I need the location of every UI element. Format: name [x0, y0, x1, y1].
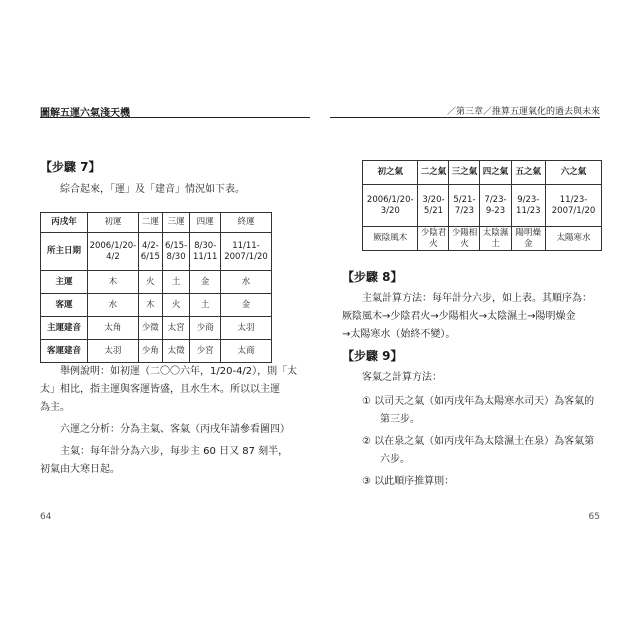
example-line-1: 舉例說明：如初運（二〇〇六年，1/20-4/2），則「太: [60, 366, 298, 377]
main-qi-line-2: 初氣由大寒日起。: [40, 464, 120, 475]
table-cell: 陽明燥金: [511, 227, 546, 251]
table-cell: 6/15-8/30: [162, 233, 190, 271]
table-cell: 終運: [221, 213, 272, 233]
table-cell: 11/23-2007/1/20: [546, 185, 602, 227]
table-cell: 3/20-5/21: [418, 185, 449, 227]
table-cell: 二運: [138, 213, 162, 233]
yun-table: [40, 212, 272, 363]
step9-item-3-line-1: ③ 以此順序推算則：: [362, 476, 455, 487]
left-running-header: 圖解五運六氣淺天機: [40, 108, 130, 119]
table-cell: 太陰濕土: [480, 227, 511, 251]
table-cell: 水: [88, 294, 139, 317]
left-page-number: 64: [40, 512, 52, 522]
table-cell: 火: [138, 271, 162, 294]
table-cell: 四運: [190, 213, 221, 233]
table-cell: 2006/1/20-4/2: [88, 233, 139, 271]
step9-item-1-line-2: 第三步。: [380, 414, 420, 425]
table-cell: 太角: [88, 317, 139, 340]
right-header-rule: [330, 117, 600, 118]
table-cell: 太羽: [221, 317, 272, 340]
step9-intro: 客氣之計算方法：: [362, 372, 442, 383]
table-cell: 太商: [221, 340, 272, 363]
table-cell: 5/21-7/23: [449, 185, 480, 227]
left-header-rule: [40, 117, 310, 118]
step8-line-2: 厥陰風木→少陰君火→少陽相火→太陰濕土→陽明燥金: [342, 311, 576, 322]
qi-table: [362, 160, 602, 251]
table-cell: 所主日期: [41, 233, 88, 271]
table-cell: 2006/1/20-3/20: [363, 185, 418, 227]
main-qi-line-1: 主氣：每年計分為六步，每步主 60 日又 87 刻半，: [60, 446, 289, 457]
table-cell: 二之氣: [418, 161, 449, 185]
step9-label: 【步驟 9】: [342, 349, 403, 363]
table-cell: 主運建音: [41, 317, 88, 340]
table-cell: 太陽寒水: [546, 227, 602, 251]
step9-item-1-line-1: ① 以司天之氣（如丙戌年為太陽寒水司天）為客氣的: [362, 396, 595, 407]
table-cell: 初運: [88, 213, 139, 233]
table-cell: 四之氣: [480, 161, 511, 185]
step7-intro: 綜合起來，「運」及「建音」情況如下表。: [60, 184, 245, 195]
six-qi-line: 六運之分析：分為主氣、客氣（丙戌年請參看圖四）: [60, 424, 290, 435]
right-page-number: 65: [588, 512, 600, 522]
table-cell: 土: [190, 294, 221, 317]
right-running-header: ／第三章／推算五運氣化的過去與未來: [446, 107, 600, 117]
table-cell: 太宮: [162, 317, 190, 340]
table-cell: 三之氣: [449, 161, 480, 185]
table-cell: 金: [190, 271, 221, 294]
table-cell: 五之氣: [511, 161, 546, 185]
table-cell: 初之氣: [363, 161, 418, 185]
table-cell: 太羽: [88, 340, 139, 363]
step8-label: 【步驟 8】: [342, 270, 403, 284]
table-cell: 少宮: [190, 340, 221, 363]
table-cell: 火: [162, 294, 190, 317]
step9-item-2-line-1: ② 以在泉之氣（如丙戌年為太陰濕土在泉）為客氣第: [362, 436, 595, 447]
table-cell: 少徵: [138, 317, 162, 340]
table-cell: 厥陰風木: [363, 227, 418, 251]
table-cell: 金: [221, 294, 272, 317]
table-cell: 11/11-2007/1/20: [221, 233, 272, 271]
table-cell: 六之氣: [546, 161, 602, 185]
table-cell: 三運: [162, 213, 190, 233]
table-cell: 木: [138, 294, 162, 317]
step8-line-1: 主氣計算方法：每年計分六步，如上表。其順序為：: [362, 293, 592, 304]
table-cell: 水: [221, 271, 272, 294]
table-cell: 客運: [41, 294, 88, 317]
table-cell: 丙戌年: [41, 213, 88, 233]
table-cell: 少陰君火: [418, 227, 449, 251]
example-line-2: 太」相比，指主運與客運皆盛，且水生木。所以以主運: [40, 384, 280, 395]
table-cell: 少角: [138, 340, 162, 363]
table-cell: 4/2-6/15: [138, 233, 162, 271]
step9-item-2-line-2: 六步。: [380, 454, 410, 465]
step8-line-3: →太陽寒水（始終不變）。: [342, 329, 456, 340]
table-cell: 少商: [190, 317, 221, 340]
step7-label: 【步驟 7】: [40, 160, 101, 174]
table-cell: 土: [162, 271, 190, 294]
table-cell: 7/23-9-23: [480, 185, 511, 227]
table-cell: 主運: [41, 271, 88, 294]
table-cell: 9/23-11/23: [511, 185, 546, 227]
example-line-3: 為主。: [40, 402, 70, 413]
table-cell: 太徵: [162, 340, 190, 363]
table-cell: 客運建音: [41, 340, 88, 363]
table-cell: 8/30-11/11: [190, 233, 221, 271]
table-cell: 木: [88, 271, 139, 294]
table-cell: 少陽相火: [449, 227, 480, 251]
